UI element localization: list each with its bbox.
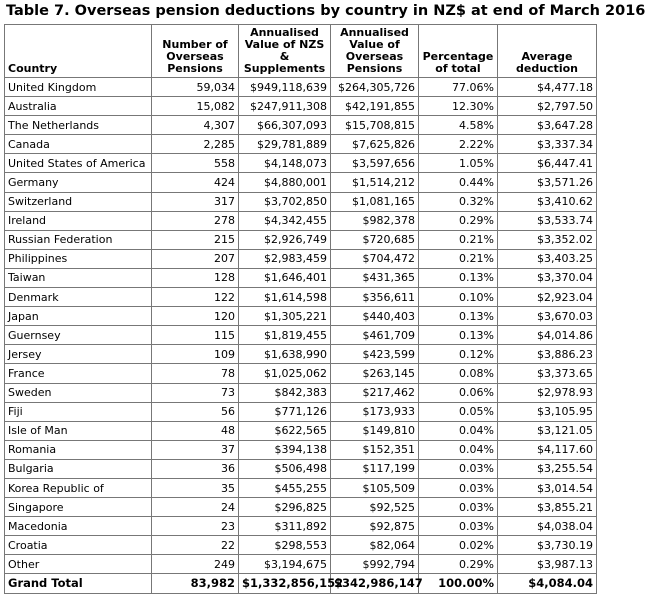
percentage-cell: 0.02% xyxy=(419,536,498,555)
value-nzs-cell: $311,892 xyxy=(239,517,331,536)
value-overseas-cell: $217,462 xyxy=(331,383,419,402)
percentage-cell: 1.05% xyxy=(419,154,498,173)
value-overseas-cell: $431,365 xyxy=(331,268,419,287)
average-cell: $4,038.04 xyxy=(498,517,597,536)
value-nzs-cell: $1,025,062 xyxy=(239,364,331,383)
value-nzs-cell: $4,148,073 xyxy=(239,154,331,173)
average-cell: $3,370.04 xyxy=(498,268,597,287)
table-row xyxy=(5,345,597,364)
number-cell: 15,082 xyxy=(152,97,239,116)
percentage-cell: 77.06% xyxy=(419,78,498,97)
percentage-cell: 0.12% xyxy=(419,345,498,364)
percentage-cell: 0.05% xyxy=(419,402,498,421)
value-overseas-cell: $263,145 xyxy=(331,364,419,383)
value-overseas-cell: $105,509 xyxy=(331,478,419,497)
average-cell: $4,014.86 xyxy=(498,326,597,345)
number-cell: 37 xyxy=(152,440,239,459)
table-row xyxy=(5,555,597,574)
average-cell: $3,105.95 xyxy=(498,402,597,421)
table-row xyxy=(5,326,597,345)
number-cell: 207 xyxy=(152,249,239,268)
average-cell: $4,117.60 xyxy=(498,440,597,459)
average-cell: $3,352.02 xyxy=(498,230,597,249)
value-overseas-cell: $1,081,165 xyxy=(331,192,419,211)
number-cell: 109 xyxy=(152,345,239,364)
header-value-overseas: Annualised Value of Overseas Pensions xyxy=(331,25,419,78)
number-cell: 120 xyxy=(152,307,239,326)
country-cell: Germany xyxy=(5,173,152,192)
percentage-cell: 0.08% xyxy=(419,364,498,383)
country-cell: Japan xyxy=(5,307,152,326)
table-title: Table 7. Overseas pension deductions by country in NZ$ at end of March 2016 xyxy=(6,3,645,19)
table-row xyxy=(5,402,597,421)
value-nzs-cell: $1,646,401 xyxy=(239,268,331,287)
table-body xyxy=(5,78,597,574)
average-cell: $3,403.25 xyxy=(498,249,597,268)
average-cell: $3,410.62 xyxy=(498,192,597,211)
country-cell: Bulgaria xyxy=(5,459,152,478)
percentage-cell: 0.32% xyxy=(419,192,498,211)
table-row xyxy=(5,459,597,478)
table-row xyxy=(5,249,597,268)
value-overseas-cell: $15,708,815 xyxy=(331,116,419,135)
percentage-cell: 0.06% xyxy=(419,383,498,402)
country-cell: Korea Republic of xyxy=(5,478,152,497)
percentage-cell: 0.29% xyxy=(419,555,498,574)
country-cell: Russian Federation xyxy=(5,230,152,249)
value-overseas-cell: $264,305,726 xyxy=(331,78,419,97)
percentage-cell: 0.21% xyxy=(419,230,498,249)
number-cell: 115 xyxy=(152,326,239,345)
percentage-cell: 0.03% xyxy=(419,478,498,497)
value-overseas-cell: $42,191,855 xyxy=(331,97,419,116)
value-overseas-cell: $461,709 xyxy=(331,326,419,345)
average-cell: $6,447.41 xyxy=(498,154,597,173)
value-nzs-cell: $394,138 xyxy=(239,440,331,459)
table-row xyxy=(5,536,597,555)
average-cell: $3,337.34 xyxy=(498,135,597,154)
country-cell: The Netherlands xyxy=(5,116,152,135)
country-cell: Fiji xyxy=(5,402,152,421)
value-nzs-cell: $1,305,221 xyxy=(239,307,331,326)
number-cell: 59,034 xyxy=(152,78,239,97)
table-row xyxy=(5,116,597,135)
table-row xyxy=(5,135,597,154)
value-nzs-cell: $29,781,889 xyxy=(239,135,331,154)
table-row xyxy=(5,288,597,307)
percentage-cell: 0.29% xyxy=(419,211,498,230)
grand-total-row xyxy=(5,574,597,593)
average-cell: $3,014.54 xyxy=(498,478,597,497)
value-overseas-cell: $117,199 xyxy=(331,459,419,478)
average-cell: $3,255.54 xyxy=(498,459,597,478)
table-row xyxy=(5,440,597,459)
value-nzs-cell: $622,565 xyxy=(239,421,331,440)
country-cell: Jersey xyxy=(5,345,152,364)
value-nzs-cell: $296,825 xyxy=(239,498,331,517)
value-nzs-cell: $4,342,455 xyxy=(239,211,331,230)
value-overseas-cell: $440,403 xyxy=(331,307,419,326)
average-cell: $2,797.50 xyxy=(498,97,597,116)
total-percentage: 100.00% xyxy=(419,574,498,593)
average-cell: $3,855.21 xyxy=(498,498,597,517)
percentage-cell: 12.30% xyxy=(419,97,498,116)
value-nzs-cell: $298,553 xyxy=(239,536,331,555)
number-cell: 249 xyxy=(152,555,239,574)
country-cell: Canada xyxy=(5,135,152,154)
table-row xyxy=(5,498,597,517)
number-cell: 36 xyxy=(152,459,239,478)
number-cell: 73 xyxy=(152,383,239,402)
average-cell: $3,121.05 xyxy=(498,421,597,440)
number-cell: 2,285 xyxy=(152,135,239,154)
value-overseas-cell: $704,472 xyxy=(331,249,419,268)
value-overseas-cell: $149,810 xyxy=(331,421,419,440)
table-row xyxy=(5,364,597,383)
average-cell: $3,886.23 xyxy=(498,345,597,364)
value-nzs-cell: $3,194,675 xyxy=(239,555,331,574)
country-cell: Taiwan xyxy=(5,268,152,287)
country-cell: Australia xyxy=(5,97,152,116)
number-cell: 558 xyxy=(152,154,239,173)
table-row xyxy=(5,192,597,211)
percentage-cell: 0.10% xyxy=(419,288,498,307)
value-overseas-cell: $423,599 xyxy=(331,345,419,364)
value-nzs-cell: $842,383 xyxy=(239,383,331,402)
table-footer xyxy=(5,574,597,593)
value-nzs-cell: $506,498 xyxy=(239,459,331,478)
average-cell: $2,923.04 xyxy=(498,288,597,307)
country-cell: Philippines xyxy=(5,249,152,268)
total-value-overseas: $342,986,147 xyxy=(331,574,419,593)
number-cell: 24 xyxy=(152,498,239,517)
number-cell: 215 xyxy=(152,230,239,249)
country-cell: Croatia xyxy=(5,536,152,555)
value-overseas-cell: $720,685 xyxy=(331,230,419,249)
number-cell: 424 xyxy=(152,173,239,192)
country-cell: France xyxy=(5,364,152,383)
table-row xyxy=(5,478,597,497)
country-cell: Ireland xyxy=(5,211,152,230)
value-nzs-cell: $771,126 xyxy=(239,402,331,421)
percentage-cell: 0.04% xyxy=(419,440,498,459)
total-label: Grand Total xyxy=(5,574,152,593)
table-row xyxy=(5,421,597,440)
value-overseas-cell: $92,525 xyxy=(331,498,419,517)
country-cell: Guernsey xyxy=(5,326,152,345)
average-cell: $2,978.93 xyxy=(498,383,597,402)
number-cell: 78 xyxy=(152,364,239,383)
country-cell: Denmark xyxy=(5,288,152,307)
number-cell: 128 xyxy=(152,268,239,287)
number-cell: 122 xyxy=(152,288,239,307)
table-row xyxy=(5,517,597,536)
average-cell: $3,647.28 xyxy=(498,116,597,135)
value-nzs-cell: $2,983,459 xyxy=(239,249,331,268)
value-nzs-cell: $4,880,001 xyxy=(239,173,331,192)
table-row xyxy=(5,268,597,287)
value-overseas-cell: $7,625,826 xyxy=(331,135,419,154)
percentage-cell: 0.03% xyxy=(419,459,498,478)
total-number: 83,982 xyxy=(152,574,239,593)
country-cell: Isle of Man xyxy=(5,421,152,440)
value-nzs-cell: $949,118,639 xyxy=(239,78,331,97)
country-cell: United States of America xyxy=(5,154,152,173)
country-cell: Romania xyxy=(5,440,152,459)
value-nzs-cell: $247,911,308 xyxy=(239,97,331,116)
table-row xyxy=(5,97,597,116)
value-nzs-cell: $3,702,850 xyxy=(239,192,331,211)
value-overseas-cell: $3,597,656 xyxy=(331,154,419,173)
average-cell: $3,670.03 xyxy=(498,307,597,326)
table-row xyxy=(5,211,597,230)
value-nzs-cell: $2,926,749 xyxy=(239,230,331,249)
table-row xyxy=(5,154,597,173)
average-cell: $3,730.19 xyxy=(498,536,597,555)
number-cell: 48 xyxy=(152,421,239,440)
header-country: Country xyxy=(5,25,152,78)
value-overseas-cell: $356,611 xyxy=(331,288,419,307)
average-cell: $3,373.65 xyxy=(498,364,597,383)
table-row xyxy=(5,307,597,326)
value-overseas-cell: $173,933 xyxy=(331,402,419,421)
total-value-nzs: $1,332,856,152 xyxy=(239,574,331,593)
average-cell: $3,571.26 xyxy=(498,173,597,192)
value-overseas-cell: $92,875 xyxy=(331,517,419,536)
percentage-cell: 0.13% xyxy=(419,268,498,287)
value-overseas-cell: $82,064 xyxy=(331,536,419,555)
header-average-deduction: Average deduction xyxy=(498,25,597,78)
total-average: $4,084.04 xyxy=(498,574,597,593)
value-nzs-cell: $1,819,455 xyxy=(239,326,331,345)
percentage-cell: 0.03% xyxy=(419,517,498,536)
header-value-nzs: Annualised Value of NZS & Supplements xyxy=(239,25,331,78)
header-number-of-pensions: Number of Overseas Pensions xyxy=(152,25,239,78)
number-cell: 317 xyxy=(152,192,239,211)
percentage-cell: 0.03% xyxy=(419,498,498,517)
country-cell: United Kingdom xyxy=(5,78,152,97)
percentage-cell: 0.04% xyxy=(419,421,498,440)
value-nzs-cell: $66,307,093 xyxy=(239,116,331,135)
country-cell: Singapore xyxy=(5,498,152,517)
value-overseas-cell: $1,514,212 xyxy=(331,173,419,192)
number-cell: 35 xyxy=(152,478,239,497)
number-cell: 56 xyxy=(152,402,239,421)
number-cell: 23 xyxy=(152,517,239,536)
country-cell: Sweden xyxy=(5,383,152,402)
country-cell: Switzerland xyxy=(5,192,152,211)
value-nzs-cell: $455,255 xyxy=(239,478,331,497)
percentage-cell: 0.13% xyxy=(419,326,498,345)
header-percentage: Percentage of total xyxy=(419,25,498,78)
table-row xyxy=(5,173,597,192)
country-cell: Other xyxy=(5,555,152,574)
value-overseas-cell: $982,378 xyxy=(331,211,419,230)
value-overseas-cell: $152,351 xyxy=(331,440,419,459)
header-row xyxy=(5,25,597,78)
value-nzs-cell: $1,638,990 xyxy=(239,345,331,364)
average-cell: $4,477.18 xyxy=(498,78,597,97)
value-nzs-cell: $1,614,598 xyxy=(239,288,331,307)
table-row xyxy=(5,383,597,402)
percentage-cell: 2.22% xyxy=(419,135,498,154)
percentage-cell: 0.21% xyxy=(419,249,498,268)
table-header xyxy=(5,25,597,78)
country-cell: Macedonia xyxy=(5,517,152,536)
percentage-cell: 4.58% xyxy=(419,116,498,135)
percentage-cell: 0.13% xyxy=(419,307,498,326)
percentage-cell: 0.44% xyxy=(419,173,498,192)
table-row xyxy=(5,230,597,249)
number-cell: 22 xyxy=(152,536,239,555)
table-row xyxy=(5,78,597,97)
average-cell: $3,533.74 xyxy=(498,211,597,230)
value-overseas-cell: $992,794 xyxy=(331,555,419,574)
pension-table xyxy=(4,24,597,594)
number-cell: 278 xyxy=(152,211,239,230)
number-cell: 4,307 xyxy=(152,116,239,135)
average-cell: $3,987.13 xyxy=(498,555,597,574)
